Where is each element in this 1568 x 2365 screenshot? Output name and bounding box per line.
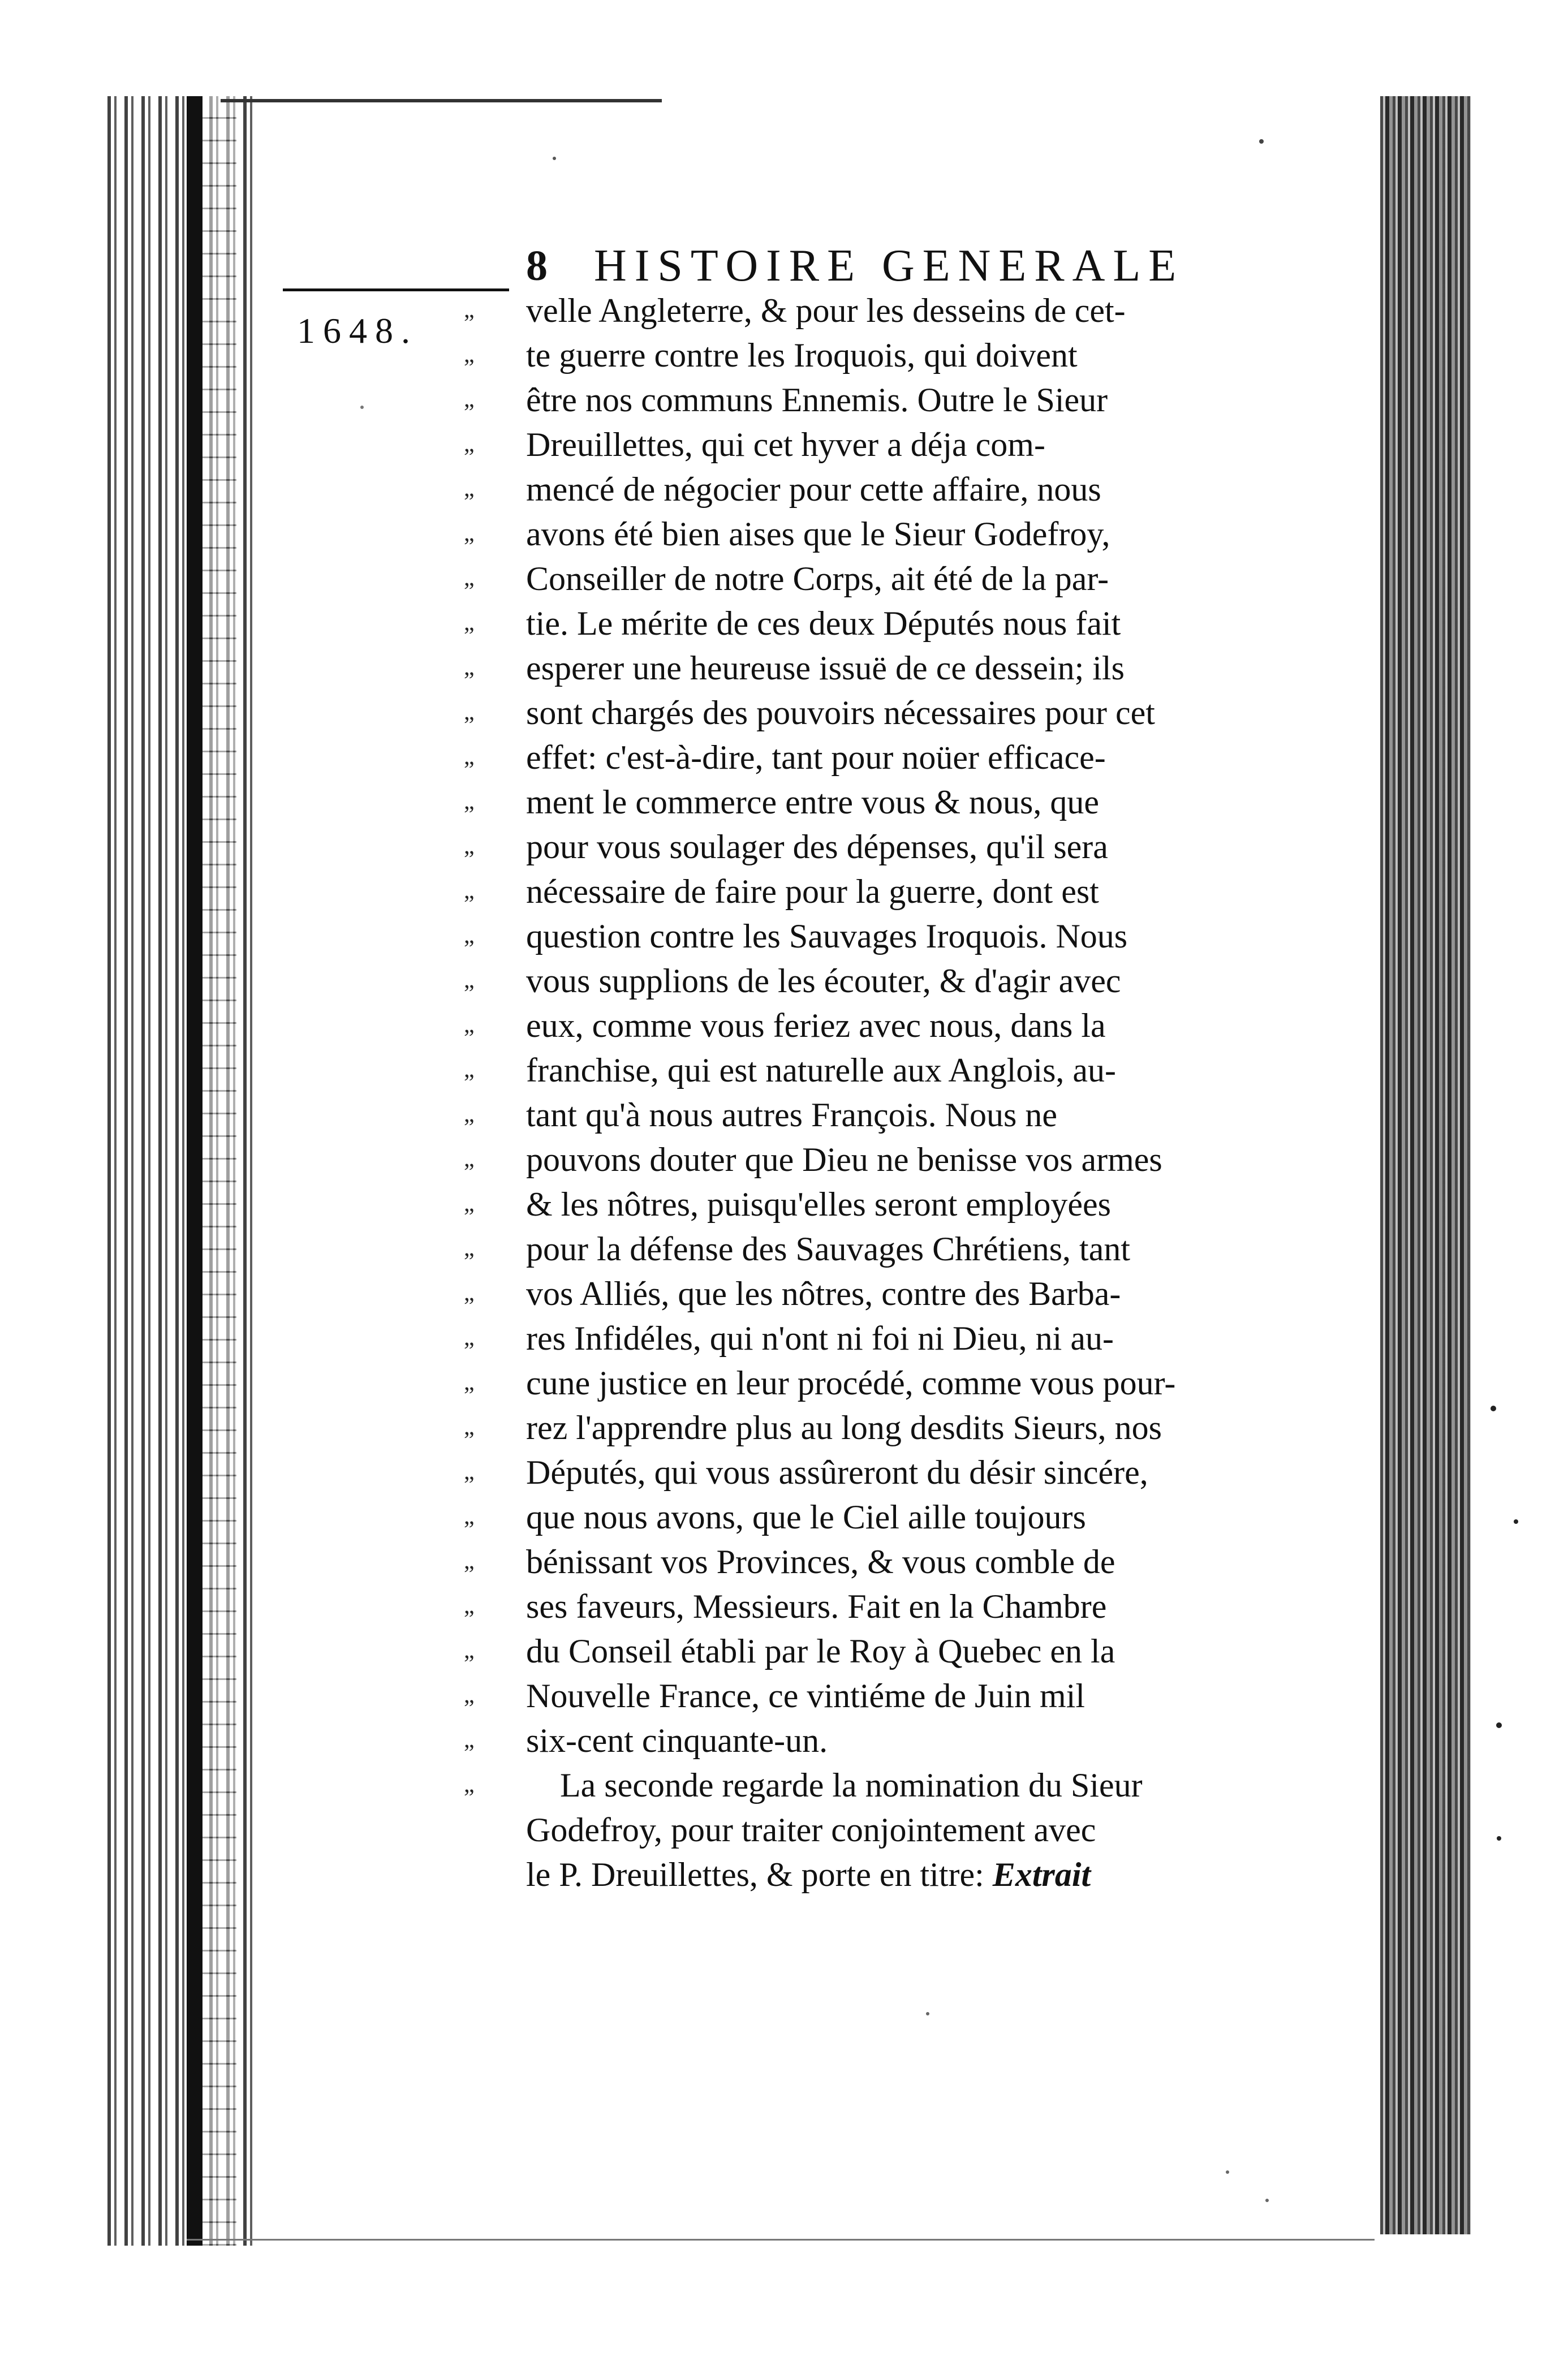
quotation-mark: „ (464, 789, 475, 815)
text-line (464, 1495, 1301, 1540)
quotation-mark: „ (464, 1280, 475, 1306)
text-line (464, 959, 1301, 1003)
binding-shadow (187, 96, 203, 2246)
text-line (464, 1316, 1301, 1361)
line-text: pouvons douter que Dieu ne benisse vos armes (526, 1141, 1162, 1178)
quotation-mark: „ (464, 967, 475, 993)
margin-rule (283, 288, 509, 291)
quotation-mark: „ (464, 1235, 475, 1261)
line-text: du Conseil établi par le Roy à Quebec en la (526, 1632, 1115, 1670)
catchword: Extrait (984, 1856, 1091, 1893)
quotation-mark: „ (464, 1727, 475, 1753)
text-line (464, 1450, 1301, 1495)
quotation-mark: „ (464, 699, 475, 725)
quotation-mark: „ (464, 1101, 475, 1127)
page-number: 8 (526, 242, 548, 290)
quotation-mark: „ (464, 1325, 475, 1351)
quotation-mark: „ (464, 565, 475, 591)
left-gutter-marks (203, 96, 236, 2246)
quotation-mark: „ (464, 1369, 475, 1395)
quotation-mark: „ (464, 1146, 475, 1172)
text-line (464, 512, 1301, 557)
quotation-mark: „ (464, 1057, 475, 1083)
line-text: Conseiller de notre Corps, ait été de la par- (526, 560, 1109, 597)
text-line (498, 1853, 1301, 1897)
text-line (464, 601, 1301, 646)
quotation-mark: „ (464, 1459, 475, 1485)
scanned-right-page-edge (1380, 96, 1471, 2234)
line-text: question contre les Sauvages Iroquois. Nous (526, 917, 1128, 955)
quotation-mark: „ (464, 1414, 475, 1440)
text-line (464, 914, 1301, 959)
text-line (464, 1540, 1301, 1584)
line-text: avons été bien aises que le Sieur Godefroy, (526, 515, 1110, 553)
line-text: velle Angleterre, & pour les desseins de cet- (526, 292, 1126, 329)
line-text: tie. Le mérite de ces deux Députés nous fait (526, 605, 1121, 642)
line-text: cune justice en leur procédé, comme vous pour- (526, 1364, 1176, 1402)
quotation-mark: „ (464, 1682, 475, 1708)
quotation-mark: „ (464, 1772, 475, 1798)
line-text: pour vous soulager des dépenses, qu'il sera (526, 828, 1108, 865)
text-line (464, 735, 1301, 780)
text-line (464, 1272, 1301, 1316)
line-text: Dreuillettes, qui cet hyver a déja com- (526, 426, 1045, 463)
text-line (464, 288, 1301, 333)
line-text: six-cent cinquante-un. (526, 1722, 828, 1759)
line-text: pour la défense des Sauvages Chrétiens, tant (526, 1230, 1131, 1268)
text-line (464, 1763, 1301, 1808)
quotation-mark: „ (464, 1012, 475, 1038)
line-text: ses faveurs, Messieurs. Fait en la Chambre (526, 1588, 1107, 1625)
line-text: vous supplions de les écouter, & d'agir avec (526, 962, 1121, 1000)
text-line (464, 1406, 1301, 1450)
line-text: bénissant vos Provinces, & vous comble de (526, 1543, 1115, 1580)
quotation-mark: „ (464, 431, 475, 457)
line-text: que nous avons, que le Ciel aille toujours (526, 1498, 1086, 1536)
line-text: Godefroy, pour traiter conjointement avec (526, 1811, 1096, 1849)
bottom-border-rule (187, 2239, 1375, 2241)
text-line (464, 780, 1301, 825)
line-text: rez l'apprendre plus au long desdits Sieurs, nos (526, 1409, 1162, 1446)
line-text: mencé de négocier pour cette affaire, nous (526, 471, 1101, 508)
margin-year: 1648. (297, 311, 418, 351)
text-line (464, 1674, 1301, 1718)
text-line (464, 557, 1301, 601)
quotation-mark: „ (464, 476, 475, 502)
line-text: res Infidéles, qui n'ont ni foi ni Dieu, ni au- (526, 1320, 1114, 1357)
line-text: tant qu'à nous autres François. Nous ne (526, 1096, 1057, 1134)
quotation-mark: „ (464, 744, 475, 770)
line-text: ment le commerce entre vous & nous, que (526, 783, 1100, 821)
text-line (464, 1093, 1301, 1138)
quotation-mark: „ (464, 923, 475, 949)
line-text: effet: c'est-à-dire, tant pour noüer efficace- (526, 739, 1106, 776)
text-line (464, 1227, 1301, 1272)
text-line (464, 646, 1301, 691)
line-text: franchise, qui est naturelle aux Anglois, au- (526, 1052, 1117, 1089)
text-line (464, 1048, 1301, 1093)
line-text: sont chargés des pouvoirs nécessaires pour cet (526, 694, 1155, 731)
quotation-mark: „ (464, 1593, 475, 1619)
quotation-mark: „ (464, 654, 475, 680)
text-line (464, 1182, 1301, 1227)
line-text: La seconde regarde la nomination du Sieur (560, 1767, 1143, 1804)
quotation-mark: „ (464, 833, 475, 859)
text-line (464, 1629, 1301, 1674)
quotation-mark: „ (464, 386, 475, 412)
line-text: esperer une heureuse issuë de ce dessein; ils (526, 649, 1125, 687)
line-text: Députés, qui vous assûreront du désir sincére, (526, 1454, 1148, 1491)
quotation-mark: „ (464, 878, 475, 904)
line-text: & les nôtres, puisqu'elles seront employées (526, 1186, 1111, 1223)
text-line (464, 1718, 1301, 1763)
quotation-mark: „ (464, 1638, 475, 1664)
text-line (464, 1361, 1301, 1406)
text-line (464, 378, 1301, 423)
quotation-mark: „ (464, 297, 475, 323)
text-line (464, 1584, 1301, 1629)
line-text: nécessaire de faire pour la guerre, dont est (526, 873, 1099, 910)
text-line (464, 691, 1301, 735)
text-line (464, 333, 1301, 378)
running-head: HISTOIRE GENERALE (594, 240, 1184, 291)
line-text: être nos communs Ennemis. Outre le Sieur (526, 381, 1108, 419)
quotation-mark: „ (464, 520, 475, 546)
line-text: Nouvelle France, ce vintiéme de Juin mil (526, 1677, 1085, 1714)
line-text: vos Alliés, que les nôtres, contre des Barba- (526, 1275, 1121, 1312)
text-line (464, 423, 1301, 467)
text-line (498, 1808, 1301, 1853)
page-header (526, 238, 1244, 294)
line-text: te guerre contre les Iroquois, qui doivent (526, 337, 1078, 374)
top-border-rule (221, 99, 662, 102)
line-text: le P. Dreuillettes, & porte en titre: Extrait (526, 1856, 1091, 1893)
quotation-mark: „ (464, 1548, 475, 1574)
text-line (464, 1138, 1301, 1182)
quotation-mark: „ (464, 610, 475, 636)
text-line (464, 467, 1301, 512)
body-text (464, 288, 1301, 1893)
quotation-mark: „ (464, 1504, 475, 1530)
quotation-mark: „ (464, 1191, 475, 1217)
line-text: eux, comme vous feriez avec nous, dans la (526, 1007, 1106, 1044)
text-line (464, 825, 1301, 869)
quotation-mark: „ (464, 342, 475, 368)
text-line (464, 869, 1301, 914)
text-line (464, 1003, 1301, 1048)
